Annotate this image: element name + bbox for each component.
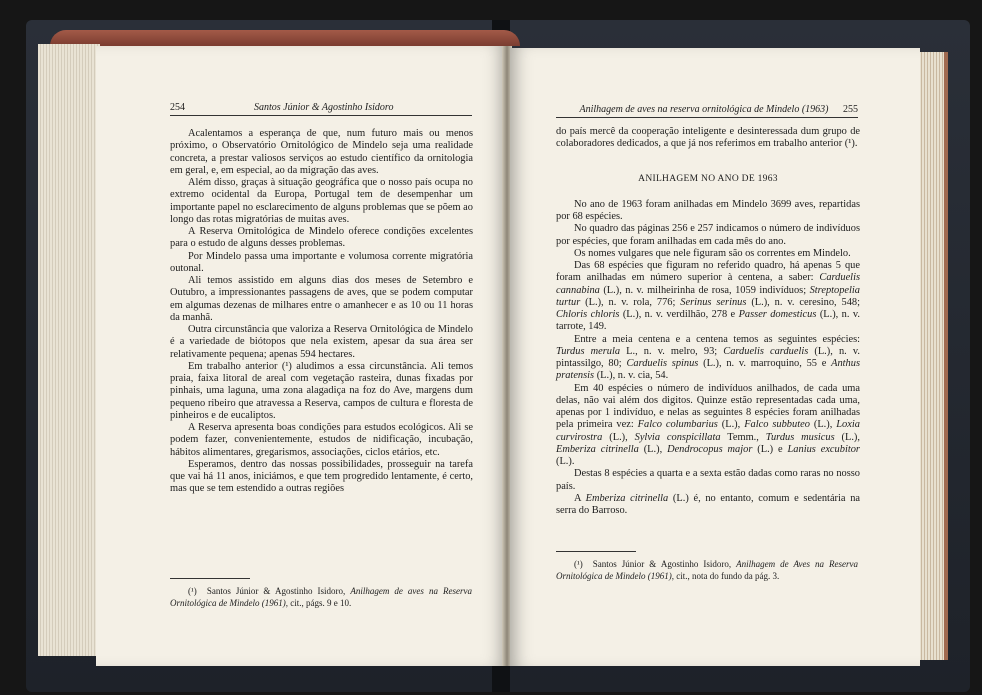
species-name: Carduelis spinus [626,358,699,369]
text-run: (L.), [643,443,663,455]
running-head: Anilhagem de aves na reserva ornitológica de Mindelo (1963) [579,104,829,115]
text-run: (L.), n. v. verdilhão, 278 e [622,309,736,320]
paragraph: Além disso, graças à situação geográfica que o nosso país ocupa no extremo ocidental da Europa, Portugal tem de desempenhar um importante papel no esclarecimento de alguns problemas que se põem ao longo das rotas migratórias de muitas aves. [170,177,473,225]
text-run: (L.), [813,419,833,431]
paragraph: No quadro das páginas 256 e 257 indicamos o número de indivíduos por espécies, que foram anilhadas em cada mês do ano. [556,223,860,247]
species-name: Emberiza citrinella [585,492,669,504]
footnote-authors: Santos Júnior & Agostinho Isidoro, [592,559,732,569]
text-run: (L.), n. v. marroquino, 55 e [703,358,827,369]
species-name: Anthus pratensis [556,358,860,382]
footnote-marker: (¹) [188,586,197,596]
species-name: Serinus serinus [680,296,747,308]
right-page-stack [916,52,948,660]
species-name: Dendrocopus major [667,443,753,455]
section-heading: ANILHAGEM NO ANO DE 1963 [638,173,778,184]
text-run: (L.), n. v. pintassilgo, 80; [556,345,860,369]
page-number: 254 [170,102,185,113]
species-name: Carduelis cannabina [556,272,860,296]
right-page [510,48,920,666]
left-page-header [170,102,472,116]
species-name: Carduelis carduelis [723,345,809,357]
species-name: Loxia curvirostra [556,419,860,443]
text-run: Das 68 espécies que figuram no referido quadro, há apenas 5 que foram anilhadas em número superior à centena, a saber: [556,260,860,284]
left-page-stack [38,44,100,656]
paragraph: Por Mindelo passa uma importante e volumosa corrente migratória outonal. [170,250,473,274]
right-page-body [556,126,860,517]
paragraph: Em trabalho anterior (¹) aludimos a essa circunstância. Ali temos praia, faixa litoral de areal com vegetação rasteira, dunas fixadas por pinhais, uma laguna, uma zona alagadiça na foz do Ave, margens dum pequeno ribeiro que atravessa a Reserva, campos de cultura e floresta de pinheiros e de eucaliptos. [170,360,473,421]
species-name: Falco subbuteo [744,419,810,431]
footnote-title: Anilhagem de Aves na Reserva Ornitológica de Mindelo (1961), [556,559,859,581]
text-run: (L.), n. v. tarrote, 149. [556,309,860,333]
species-name: Turdus musicus [765,431,835,443]
footnote-authors: Santos Júnior & Agostinho Isidoro, [206,586,346,596]
paragraph: No ano de 1963 foram anilhadas em Mindelo 3699 aves, repartidas por 68 espécies. [556,198,860,222]
left-page-body [170,128,473,496]
footnote-title: Anilhagem de aves na Reserva Ornitológica de Mindelo (1961), [170,586,473,608]
text-run: (L.), [841,431,860,443]
species-name: Turdus merula [556,345,621,357]
species-name: Falco columbarius [637,419,718,431]
text-run: (L.). [556,456,575,467]
paragraph: do país mercê da cooperação inteligente e desinteressada dum grupo de colaboradores dedicados, a que já nos referimos em trabalho anterior (¹). [556,126,860,150]
paragraph: Destas 8 espécies a quarta e a sexta estão dadas como raras no nosso país. [556,468,860,492]
text-run: (L.), [721,419,741,431]
text-run: (L.), n. v. ceresino, 548; [751,296,860,308]
text-run: Temm., [727,431,759,443]
paragraph: Esperamos, dentro das nossas possibilidades, prosseguir na tarefa que vai há 11 anos, iniciámos, e que tem progredido lentamente, é certo, mas que se tem estendido a outras regiões [170,458,473,495]
paragraph [556,334,860,383]
left-footnote [170,585,472,609]
paragraph: Ali temos assistido em alguns dias dos meses de Setembro e Outubro, a impressionantes passagens de aves, que se podem computar em algumas dezenas de milhares entre o amanhecer e as 10 ou 11 horas da manhã. [170,275,473,323]
species-name: Chloris chloris [556,309,620,320]
footnote-rule [170,578,250,579]
paragraph: A Reserva Ornitológica de Mindelo oferece condições excelentes para o estudo de alguns desses problemas. [170,226,473,250]
text-run: (L.), [609,431,628,443]
footnote-marker: (¹) [574,559,583,569]
text-run: L., n. v. melro, 93; [626,345,718,357]
paragraph: Os nomes vulgares que nele figuram são os correntes em Mindelo. [574,247,851,259]
species-name: Passer domesticus [738,309,817,320]
footnote-rest: cit., págs. 9 e 10. [290,598,352,608]
footnote-rule [556,551,636,552]
footnote-rest: cit., nota do fundo da pág. 3. [676,571,780,581]
paragraph: A Reserva apresenta boas condições para estudos ecológicos. Ali se podem fazer, convenientemente, estudos de nidificação, incubação, hábitos alimentares, gregarismos, associações, ciclos etários, etc. [170,422,473,458]
text-run: (L.) e [757,443,783,455]
paragraph [556,383,860,469]
text-run: (L.), n. v. milheirinha de rosa, 1059 indivíduos; [603,284,807,296]
text-run: (L.), n. v. cia, 54. [596,370,669,382]
left-page [96,46,506,666]
text-run: A [574,492,581,504]
right-page-header [556,104,858,118]
species-name: Lanius excubitor [787,443,860,455]
species-name: Streptopelia turtur [556,284,860,308]
paragraph [556,493,860,518]
paragraph: Acalentamos a esperança de que, num futuro mais ou menos próximo, o Observatório Ornitológico de Mindelo seja uma realidade concreta, a prestar valiosos serviços ao estudo científico da ornitologia em geral, e, em especial, ao da migração das aves. [170,128,473,176]
species-name: Sylvia conspicillata [634,431,721,443]
paragraph: Outra circunstância que valoriza a Reserva Ornitológica de Mindelo é a variedade de biótopos que nela existem, apesar da sua área ser relativamente pequena; apenas 594 hectares. [170,324,473,360]
species-name: Emberiza citrinella [556,443,639,455]
text-run: Em 40 espécies o número de indivíduos anilhados, de cada uma delas, não vai além dos digitos. Quinze estão representadas cada uma, apenas por 1 indivíduo, e nelas as seguintes 8 espécies foram anilhadas pela primeira vez: [556,382,860,431]
text-run: (L.) é, no entanto, comum e sedentária na serra do Barroso. [556,492,860,516]
paragraph [556,260,860,334]
page-edge-red [50,30,520,46]
page-number: 255 [843,104,858,115]
text-run: Entre a meia centena e a centena temos as seguintes espécies: [574,333,860,345]
running-head: Santos Júnior & Agostinho Isidoro [254,102,394,113]
text-run: (L.), n. v. rola, 776; [585,296,676,308]
right-footnote [556,558,858,582]
